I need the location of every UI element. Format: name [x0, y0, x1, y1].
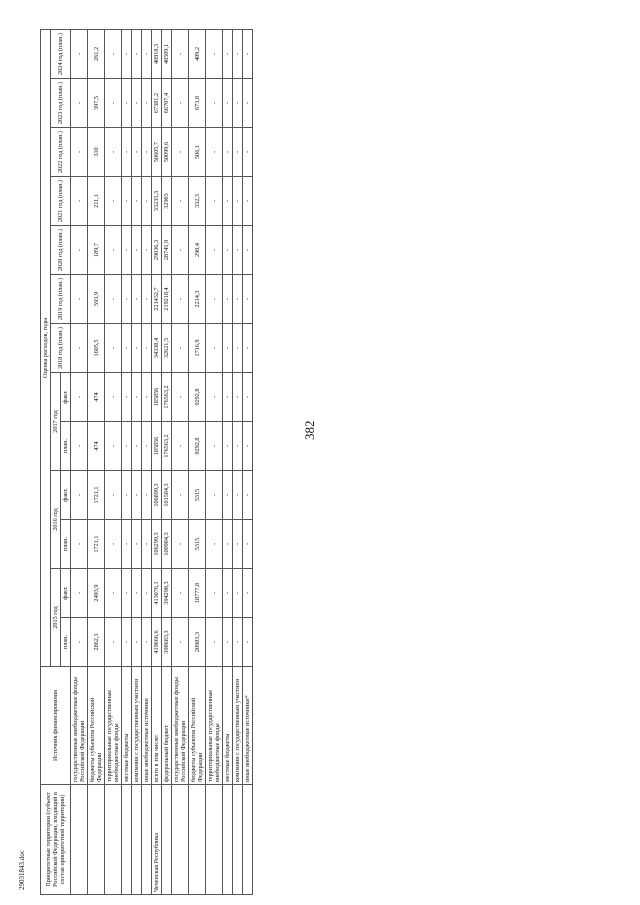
value-cell: - [122, 324, 132, 373]
value-cell: - [142, 29, 152, 78]
value-cell: - [206, 128, 223, 177]
value-cell: - [233, 128, 243, 177]
table-body [71, 29, 253, 894]
value-cell: - [71, 373, 88, 422]
source-cell: бюджеты субъектов Российской Федерации [88, 667, 105, 785]
table-row [71, 29, 88, 894]
value-cell: 394298,3 [162, 569, 172, 618]
value-cell: - [243, 226, 253, 275]
value-cell: - [122, 226, 132, 275]
value-cell: 176563,2 [162, 373, 172, 422]
value-cell: - [223, 79, 233, 128]
value-cell: - [122, 373, 132, 422]
value-cell: - [206, 520, 223, 569]
value-cell: - [132, 569, 142, 618]
table-row [223, 29, 233, 894]
value-cell: - [122, 275, 132, 324]
value-cell: - [71, 29, 88, 78]
value-cell: 66707,4 [162, 79, 172, 128]
value-cell: - [223, 29, 233, 78]
territory-cell [223, 785, 233, 895]
value-cell: - [243, 520, 253, 569]
value-cell: - [105, 128, 122, 177]
value-cell: 40918,3 [152, 29, 162, 78]
value-cell: 474 [88, 373, 105, 422]
value-cell: 5315 [189, 471, 206, 520]
value-cell: - [243, 177, 253, 226]
header-estimates: Оценка расходов, годы [41, 29, 51, 666]
source-cell: государственные внебюджетные фонды Российской Федерации [172, 667, 189, 785]
value-cell: - [105, 275, 122, 324]
value-cell: - [243, 569, 253, 618]
value-cell: - [142, 226, 152, 275]
value-cell: 413076,1 [152, 569, 162, 618]
value-cell: - [172, 618, 189, 667]
table-row [105, 29, 122, 894]
financing-table-sheet [40, 30, 600, 895]
value-cell: - [206, 569, 223, 618]
value-cell: - [206, 226, 223, 275]
value-cell: - [172, 29, 189, 78]
value-cell: - [233, 373, 243, 422]
value-cell: - [132, 29, 142, 78]
page-number: 382 [302, 420, 317, 440]
header-2024: 2024 год (план.) [51, 29, 71, 78]
value-cell: - [172, 226, 189, 275]
value-cell: 189,7 [88, 226, 105, 275]
value-cell: - [233, 618, 243, 667]
value-cell: - [172, 177, 189, 226]
value-cell: 20983,3 [189, 618, 206, 667]
value-cell: - [132, 618, 142, 667]
value-cell: 290,4 [189, 226, 206, 275]
value-cell: 398683,3 [162, 618, 172, 667]
territory-cell [122, 785, 132, 895]
value-cell: 28745,9 [162, 226, 172, 275]
value-cell: 33235,3 [152, 177, 162, 226]
value-cell: - [172, 471, 189, 520]
value-cell: - [142, 471, 152, 520]
value-cell: - [172, 128, 189, 177]
header-2015-fact: факт. [61, 569, 71, 618]
value-cell: - [105, 324, 122, 373]
value-cell: - [105, 618, 122, 667]
value-cell: - [132, 79, 142, 128]
table-header [41, 29, 71, 894]
value-cell: - [243, 29, 253, 78]
header-2021: 2021 год (план.) [51, 177, 71, 226]
value-cell: - [71, 79, 88, 128]
value-cell: - [71, 618, 88, 667]
value-cell: - [223, 471, 233, 520]
value-cell: 5315 [189, 520, 206, 569]
value-cell: - [233, 226, 243, 275]
value-cell: - [142, 79, 152, 128]
value-cell: - [71, 177, 88, 226]
value-cell: - [142, 128, 152, 177]
territory-cell [233, 785, 243, 895]
value-cell: 474 [88, 422, 105, 471]
value-cell: - [122, 520, 132, 569]
table-row [152, 29, 162, 894]
value-cell: - [132, 177, 142, 226]
value-cell: - [206, 471, 223, 520]
value-cell: 419666,6 [152, 618, 162, 667]
table-row [206, 29, 223, 894]
value-cell: - [206, 275, 223, 324]
header-2022: 2022 год (план.) [51, 128, 71, 177]
value-cell: - [233, 29, 243, 78]
value-cell: 9292,8 [189, 373, 206, 422]
value-cell: 673,8 [189, 79, 206, 128]
value-cell: - [122, 128, 132, 177]
value-cell: - [172, 373, 189, 422]
header-2020: 2020 год (план.) [51, 226, 71, 275]
value-cell: - [223, 373, 233, 422]
value-cell: - [71, 569, 88, 618]
table-row [142, 29, 152, 894]
value-cell: - [233, 324, 243, 373]
header-2018: 2018 год (план.) [51, 324, 71, 373]
value-cell: 106299,3 [152, 520, 162, 569]
table-row [172, 29, 189, 894]
value-cell: 100984,3 [162, 520, 172, 569]
value-cell: 185856 [152, 373, 162, 422]
value-cell: 18777,8 [189, 569, 206, 618]
value-cell: - [142, 373, 152, 422]
value-cell: 9292,8 [189, 422, 206, 471]
value-cell: - [243, 79, 253, 128]
header-2019: 2019 год (план.) [51, 275, 71, 324]
territory-cell: Чеченская Республика [152, 785, 162, 895]
value-cell: - [223, 618, 233, 667]
value-cell: - [233, 569, 243, 618]
value-cell: - [233, 275, 243, 324]
table-row [132, 29, 142, 894]
value-cell: - [233, 422, 243, 471]
value-cell: 32621,5 [162, 324, 172, 373]
value-cell: 221432,7 [152, 275, 162, 324]
value-cell: 1716,9 [189, 324, 206, 373]
value-cell: 219218,4 [162, 275, 172, 324]
header-2016-fact: факт. [61, 471, 71, 520]
value-cell: - [206, 373, 223, 422]
value-cell: - [206, 618, 223, 667]
value-cell: - [223, 128, 233, 177]
value-cell: 332,3 [189, 177, 206, 226]
territory-cell [132, 785, 142, 895]
header-2017-plan: план. [61, 422, 71, 471]
value-cell: 1721,1 [88, 520, 105, 569]
financing-table [40, 29, 253, 895]
value-cell: - [132, 324, 142, 373]
value-cell: 101584,3 [162, 471, 172, 520]
value-cell: - [172, 79, 189, 128]
value-cell: - [223, 520, 233, 569]
value-cell: - [142, 422, 152, 471]
value-cell: - [233, 471, 243, 520]
header-2016: 2016 год [51, 471, 61, 569]
header-2023: 2023 год (план.) [51, 79, 71, 128]
source-cell: государственные внебюджетные фонды Российской Федерации [71, 667, 88, 785]
value-cell: - [122, 422, 132, 471]
value-cell: - [132, 520, 142, 569]
value-cell: 176563,2 [162, 422, 172, 471]
territory-cell [88, 785, 105, 895]
territory-cell [142, 785, 152, 895]
header-2015-plan: план. [61, 618, 71, 667]
value-cell: 506,1 [189, 128, 206, 177]
territory-cell [172, 785, 189, 895]
value-cell: 1605,5 [88, 324, 105, 373]
value-cell: 67381,2 [152, 79, 162, 128]
source-cell: иные внебюджетные источники* [243, 667, 253, 785]
value-cell: - [233, 177, 243, 226]
value-cell: 106899,3 [152, 471, 162, 520]
header-2017-fact: факт. [61, 373, 71, 422]
value-cell: 185856 [152, 422, 162, 471]
value-cell: - [142, 177, 152, 226]
value-cell: 32903 [162, 177, 172, 226]
value-cell: - [105, 471, 122, 520]
value-cell: - [71, 275, 88, 324]
value-cell: - [71, 128, 88, 177]
header-source: Источник финансирования [41, 667, 71, 785]
value-cell: - [243, 618, 253, 667]
table-row [122, 29, 132, 894]
value-cell: 50099,6 [162, 128, 172, 177]
value-cell: - [71, 422, 88, 471]
value-cell: - [223, 569, 233, 618]
table-row [233, 29, 243, 894]
value-cell: - [172, 275, 189, 324]
value-cell: - [223, 324, 233, 373]
territory-cell [162, 785, 172, 895]
value-cell: - [243, 324, 253, 373]
document-footer: 29031843.doc [18, 850, 26, 890]
value-cell: - [105, 29, 122, 78]
value-cell: - [142, 569, 152, 618]
value-cell: - [105, 226, 122, 275]
value-cell: 2214,3 [189, 275, 206, 324]
territory-cell [105, 785, 122, 895]
value-cell: - [243, 128, 253, 177]
value-cell: - [206, 29, 223, 78]
value-cell: - [223, 226, 233, 275]
value-cell: 211,1 [88, 177, 105, 226]
value-cell: - [132, 128, 142, 177]
source-cell: местные бюджеты [223, 667, 233, 785]
value-cell: - [122, 29, 132, 78]
value-cell: - [132, 275, 142, 324]
value-cell: - [172, 422, 189, 471]
value-cell: - [122, 618, 132, 667]
value-cell: - [132, 422, 142, 471]
table-row [162, 29, 172, 894]
table-row [88, 29, 105, 894]
value-cell: 2862,3 [88, 618, 105, 667]
value-cell: - [206, 324, 223, 373]
value-cell: - [71, 471, 88, 520]
value-cell: - [105, 422, 122, 471]
source-cell: компании с государственным участием [132, 667, 142, 785]
source-cell: федеральный бюджет [162, 667, 172, 785]
value-cell: 34338,4 [152, 324, 162, 373]
value-cell: - [223, 275, 233, 324]
value-cell: - [105, 569, 122, 618]
value-cell: - [233, 79, 243, 128]
value-cell: - [172, 520, 189, 569]
value-cell: - [206, 177, 223, 226]
value-cell: - [172, 324, 189, 373]
source-cell: территориальные государственные внебюджетные фонды [105, 667, 122, 785]
value-cell: 397,5 [88, 79, 105, 128]
source-cell: иные внебюджетные источники [142, 667, 152, 785]
value-cell: 40509,1 [162, 29, 172, 78]
value-cell: - [206, 422, 223, 471]
value-cell: - [132, 226, 142, 275]
value-cell: 50605,7 [152, 128, 162, 177]
value-cell: - [142, 520, 152, 569]
value-cell: - [243, 275, 253, 324]
value-cell: - [105, 177, 122, 226]
value-cell: - [132, 373, 142, 422]
source-cell: местные бюджеты [122, 667, 132, 785]
value-cell: 310 [88, 128, 105, 177]
value-cell: - [142, 618, 152, 667]
table-row [189, 29, 206, 894]
header-2016-plan: план. [61, 520, 71, 569]
value-cell: - [233, 520, 243, 569]
value-cell: 593,9 [88, 275, 105, 324]
header-2015: 2015 год [51, 569, 61, 667]
value-cell: - [223, 422, 233, 471]
territory-cell [206, 785, 223, 895]
value-cell: - [122, 79, 132, 128]
value-cell: 409,2 [189, 29, 206, 78]
value-cell: - [243, 422, 253, 471]
territory-cell [189, 785, 206, 895]
territory-cell [71, 785, 88, 895]
value-cell: 1721,1 [88, 471, 105, 520]
value-cell: 261,2 [88, 29, 105, 78]
source-cell: бюджеты субъектов Российской Федерации [189, 667, 206, 785]
value-cell: - [243, 373, 253, 422]
value-cell: - [105, 520, 122, 569]
source-cell: всего в том числе: [152, 667, 162, 785]
table-row [243, 29, 253, 894]
value-cell: - [105, 79, 122, 128]
source-cell: территориальные государственные внебюджетные фонды [206, 667, 223, 785]
value-cell: - [172, 569, 189, 618]
value-cell: - [142, 324, 152, 373]
value-cell: - [71, 520, 88, 569]
header-territory: Приоритетные территории (субъект Российской Федерации, входящий в состав приоритетной территории) [41, 785, 71, 895]
value-cell: - [122, 177, 132, 226]
value-cell: - [105, 373, 122, 422]
value-cell: 2493,9 [88, 569, 105, 618]
value-cell: - [71, 324, 88, 373]
value-cell: - [71, 226, 88, 275]
value-cell: - [122, 569, 132, 618]
value-cell: - [243, 471, 253, 520]
value-cell: - [122, 471, 132, 520]
source-cell: компании с государственным участием [233, 667, 243, 785]
territory-cell [243, 785, 253, 895]
value-cell: - [206, 79, 223, 128]
value-cell: - [223, 177, 233, 226]
value-cell: - [142, 275, 152, 324]
value-cell: - [132, 471, 142, 520]
value-cell: 29036,3 [152, 226, 162, 275]
header-2017: 2017 год [51, 373, 61, 471]
